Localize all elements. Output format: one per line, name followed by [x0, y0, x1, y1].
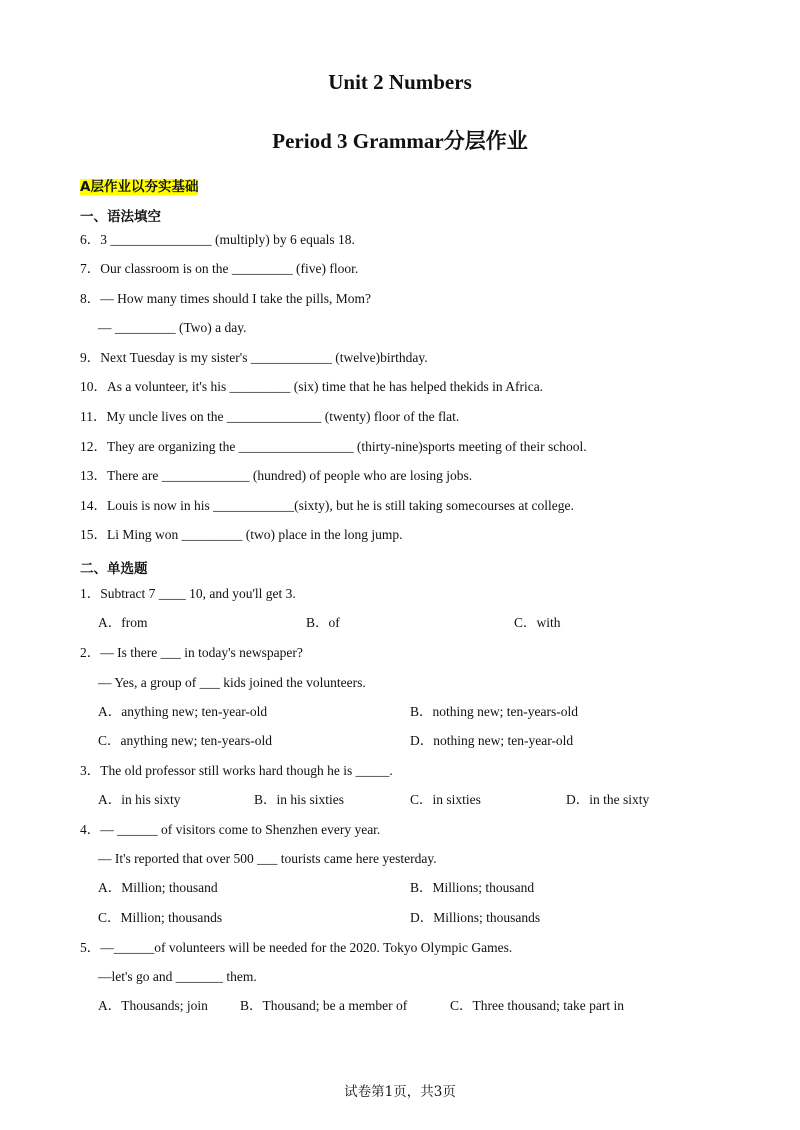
period-title-en: Period 3 Grammar — [272, 129, 444, 153]
mc-question-3: 3．The old professor still works hard though he is _____. — [80, 763, 393, 778]
question-14: 14．Louis is now in his ____________(sixty), but he is still taking somecourses at college. — [80, 498, 574, 513]
section2-heading: 二、单选题 — [80, 561, 148, 577]
mc2-option-a: A．anything new; ten-year-old — [98, 704, 268, 719]
question-13: 13．There are _____________ (hundred) of people who are losing jobs. — [80, 468, 473, 483]
mc3-option-d: D．in the sixty — [566, 792, 650, 807]
unit-title: Unit 2 Numbers — [328, 70, 472, 94]
layer-a-label — [80, 175, 198, 195]
mc4-option-b: B．Millions; thousand — [410, 880, 535, 895]
question-8-answer: — _________ (Two) a day. — [98, 320, 247, 335]
mc2-option-b: B．nothing new; ten-years-old — [410, 704, 578, 719]
question-11: 11．My uncle lives on the ______________ (twenty) floor of the flat. — [80, 409, 460, 424]
mc3-option-b: B．in his sixties — [254, 792, 345, 807]
mc-question-4-line2: — It's reported that over 500 ___ tourists came here yesterday. — [98, 851, 437, 866]
mc2-option-d: D．nothing new; ten-year-old — [410, 733, 574, 748]
period-title-cn: 分层作业 — [443, 129, 528, 153]
mc-question-2: 2．— Is there ___ in today's newspaper? — [80, 645, 303, 660]
question-9: 9．Next Tuesday is my sister's ____________ (twelve)birthday. — [80, 350, 428, 365]
mc4-option-c: C．Million; thousands — [98, 910, 223, 925]
question-15: 15．Li Ming won _________ (two) place in the long jump. — [80, 527, 403, 542]
question-7: 7．Our classroom is on the _________ (five) floor. — [80, 261, 359, 276]
mc-question-5-line2: —let's go and _______ them. — [98, 969, 257, 984]
mc-question-2-line2: — Yes, a group of ___ kids joined the volunteers. — [98, 675, 366, 690]
question-12: 12．They are organizing the _________________ (thirty-nine)sports meeting of their school. — [80, 439, 587, 454]
mc5-option-a: A．Thousands; join — [98, 998, 208, 1013]
mc1-option-b: B．of — [306, 615, 340, 630]
mc-question-4: 4．— ______ of visitors come to Shenzhen every year. — [80, 822, 381, 837]
mc4-option-a: A．Million; thousand — [98, 880, 218, 895]
mc5-option-c: C．Three thousand; take part in — [450, 998, 624, 1013]
section1-heading: 一、语法填空 — [80, 209, 161, 225]
mc3-option-a: A．in his sixty — [98, 792, 181, 807]
question-6: 6．3 _______________ (multiply) by 6 equals 18. — [80, 232, 355, 247]
mc2-option-c: C．anything new; ten-years-old — [98, 733, 272, 748]
mc1-option-c: C．with — [514, 615, 561, 630]
page-footer: 试卷第1页，共3页 — [344, 1084, 456, 1100]
mc4-option-d: D．Millions; thousands — [410, 910, 541, 925]
mc3-option-c: C．in sixties — [410, 792, 481, 807]
mc-question-5: 5．—______of volunteers will be needed for the 2020. Tokyo Olympic Games. — [80, 940, 513, 955]
question-10: 10．As a volunteer, it's his _________ (six) time that he has helped thekids in Africa. — [80, 379, 544, 394]
mc5-option-b: B．Thousand; be a member of — [240, 998, 408, 1013]
period-title — [0, 125, 800, 155]
layer-a-highlight: A层作业以夯实基础 — [80, 179, 199, 195]
question-8: 8．— How many times should I take the pills, Mom? — [80, 291, 371, 306]
mc-question-1: 1．Subtract 7 ____ 10, and you'll get 3. — [80, 586, 296, 601]
mc1-option-a: A．from — [98, 615, 148, 630]
